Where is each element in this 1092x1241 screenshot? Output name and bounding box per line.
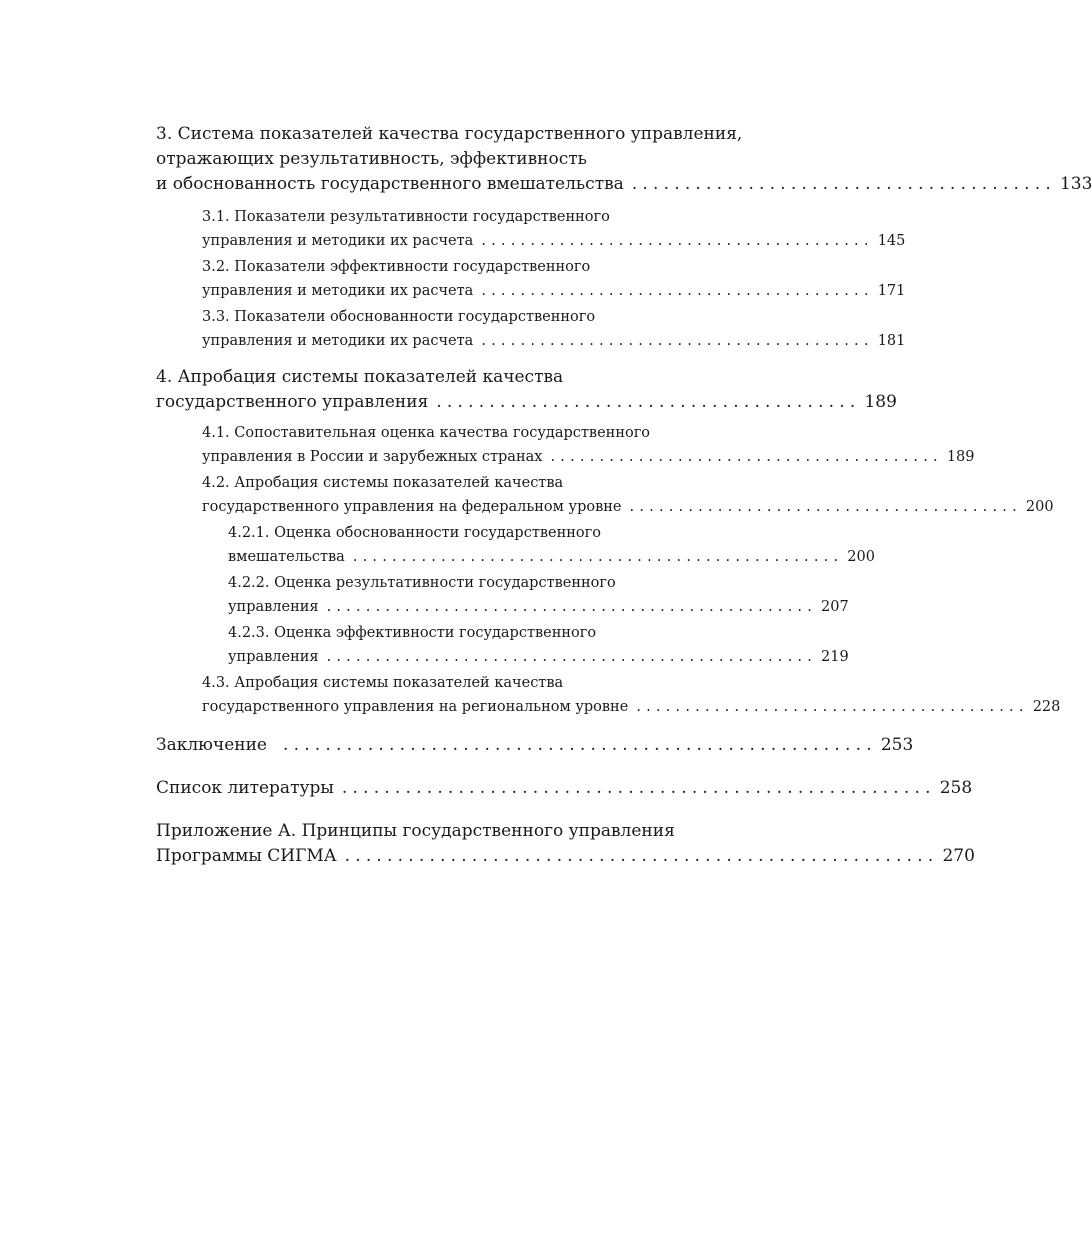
- toc-entry-section-4-2[interactable]: [202, 471, 1054, 519]
- toc-entry-text: 3.2. Показатели эффективности государственного: [202, 259, 591, 275]
- toc-entry-text: управления в России и зарубежных странах: [202, 449, 543, 465]
- toc-page-number: 189: [864, 392, 897, 412]
- dot-leader: ........................................: [481, 283, 874, 299]
- toc-page-number: 133: [1059, 174, 1092, 194]
- dot-leader: ........................................................: [341, 778, 936, 798]
- toc-entry-section-4-3[interactable]: [202, 671, 1061, 719]
- toc-entry-text: управления: [228, 649, 319, 665]
- toc-entry-text: и обоснованность государственного вмешательства: [156, 174, 624, 194]
- toc-entry-text: 3. Система показателей качества государственного управления,: [156, 124, 743, 144]
- dot-leader: ........................................................: [344, 846, 939, 866]
- toc-entry-text: 4.2.2. Оценка результативности государственного: [228, 575, 616, 591]
- toc-entry-references[interactable]: [156, 776, 973, 801]
- toc-entry-section-4-2-2[interactable]: [228, 571, 849, 619]
- toc-page-number: 200: [847, 549, 875, 565]
- toc-entry-text: 4.2.1. Оценка обоснованности государственного: [228, 525, 601, 541]
- toc-entry-text: Приложение А. Принципы государственного управления: [156, 821, 675, 841]
- toc-page-number: 228: [1032, 699, 1061, 715]
- toc-entry-text: Программы СИГМА: [156, 846, 337, 866]
- toc-page-number: 171: [877, 283, 906, 299]
- dot-leader: ........................................................: [282, 735, 877, 755]
- toc-entry-text: 3.3. Показатели обоснованности государственного: [202, 309, 596, 325]
- toc-entry-text: управления и методики их расчета: [202, 233, 474, 249]
- toc-entry-text: 4.3. Апробация системы показателей качества: [202, 675, 564, 691]
- toc-entry-text: управления и методики их расчета: [202, 333, 474, 349]
- toc-entry-text: государственного управления: [156, 392, 429, 412]
- dot-leader: ........................................: [436, 392, 861, 412]
- toc-entry-section-4-2-3[interactable]: [228, 621, 849, 669]
- dot-leader: ........................................: [636, 699, 1029, 715]
- toc-page-number: 207: [821, 599, 849, 615]
- toc-entry-text: 4.1. Сопоставительная оценка качества государственного: [202, 425, 651, 441]
- toc-entry-text: государственного управления на региональном уровне: [202, 699, 629, 715]
- toc-entry-section-3-2[interactable]: [202, 255, 906, 303]
- toc-entry-chapter-3[interactable]: [156, 122, 1092, 197]
- toc-entry-section-3-3[interactable]: [202, 305, 906, 353]
- dot-leader: ..................................................: [352, 549, 844, 565]
- dot-leader: ..................................................: [326, 599, 818, 615]
- toc-page-number: 181: [877, 333, 906, 349]
- toc-entry-text: 4. Апробация системы показателей качества: [156, 367, 564, 387]
- toc-entry-text: 4.2.3. Оценка эффективности государственного: [228, 625, 597, 641]
- toc-entry-text: Заключение: [156, 735, 267, 755]
- toc-page-number: 189: [946, 449, 975, 465]
- toc-entry-text: 4.2. Апробация системы показателей качества: [202, 475, 564, 491]
- toc-entry-text: управления: [228, 599, 319, 615]
- toc-entry-appendix-a[interactable]: [156, 819, 975, 869]
- toc-entry-chapter-4[interactable]: [156, 365, 897, 415]
- dot-leader: ........................................: [481, 333, 874, 349]
- toc-entry-section-4-2-1[interactable]: [228, 521, 875, 569]
- toc-entry-text: 3.1. Показатели результативности государственного: [202, 209, 610, 225]
- dot-leader: ........................................: [631, 174, 1056, 194]
- table-of-contents: [156, 122, 1092, 869]
- toc-entry-section-4-1[interactable]: [202, 421, 975, 469]
- toc-entry-text: вмешательства: [228, 549, 345, 565]
- toc-page-number: 219: [821, 649, 849, 665]
- toc-page-number: 253: [880, 735, 914, 755]
- toc-entry-text: управления и методики их расчета: [202, 283, 474, 299]
- toc-entry-text: Список литературы: [156, 778, 334, 798]
- dot-leader: ..................................................: [326, 649, 818, 665]
- toc-entry-text: отражающих результативность, эффективность: [156, 149, 587, 169]
- toc-page-number: 145: [877, 233, 906, 249]
- toc-entry-conclusion[interactable]: [156, 733, 914, 758]
- dot-leader: ........................................: [550, 449, 943, 465]
- dot-leader: ........................................: [481, 233, 874, 249]
- toc-entry-text: государственного управления на федеральном уровне: [202, 499, 622, 515]
- toc-entry-section-3-1[interactable]: [202, 205, 906, 253]
- toc-page-number: 270: [942, 846, 975, 866]
- toc-page-number: 258: [939, 778, 973, 798]
- dot-leader: ........................................: [629, 499, 1022, 515]
- toc-page-number: 200: [1025, 499, 1054, 515]
